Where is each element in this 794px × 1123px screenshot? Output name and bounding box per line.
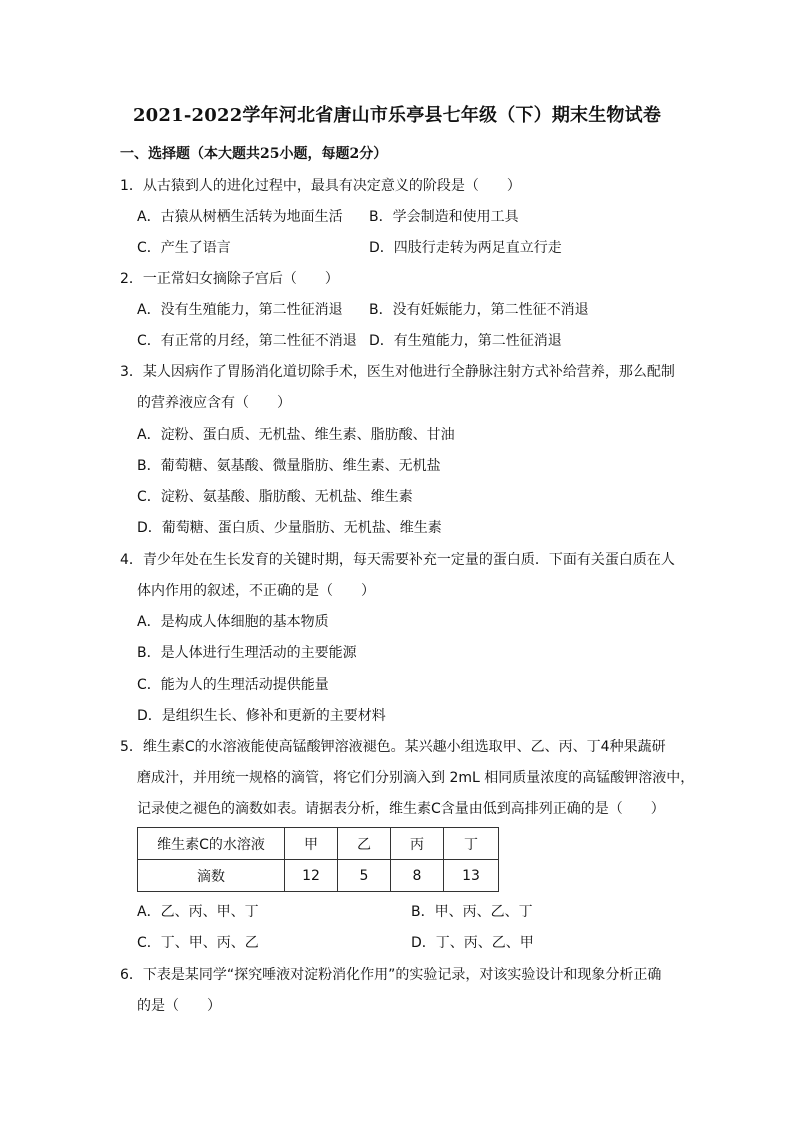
table-header-cell: 丁	[444, 828, 499, 860]
question-3-option-b: B．葡萄糖、氨基酸、微量脂肪、维生素、无机盐	[137, 458, 441, 474]
question-3-option-d: D．葡萄糖、蛋白质、少量脂肪、无机盐、维生素	[137, 520, 442, 536]
question-1-option-d: D．四肢行走转为两足直立行走	[369, 240, 562, 256]
table-cell: 滴数	[138, 860, 285, 892]
question-4-option-d: D．是组织生长、修补和更新的主要材料	[137, 708, 386, 724]
question-5-option-d: D．丁、丙、乙、甲	[411, 935, 534, 951]
question-1-option-c: C．产生了语言	[137, 240, 231, 256]
question-4-option-c: C．能为人的生理活动提供能量	[137, 677, 329, 693]
question-6-stem-line-2: 的是（ ）	[137, 998, 221, 1014]
table-header-row	[138, 828, 499, 860]
table-header-cell: 甲	[285, 828, 338, 860]
table-header-cell: 乙	[338, 828, 391, 860]
question-3-option-a: A．淀粉、蛋白质、无机盐、维生素、脂肪酸、甘油	[137, 427, 455, 443]
question-2-option-a: A．没有生殖能力，第二性征消退	[137, 302, 343, 318]
question-4-stem-line-2: 体内作用的叙述，不正确的是（ ）	[137, 583, 375, 599]
question-6-stem-line-1: 6．下表是某同学“探究唾液对淀粉消化作用”的实验记录，对该实验设计和现象分析正确	[120, 967, 662, 983]
table-cell: 12	[285, 860, 338, 892]
question-2-stem: 2．一正常妇女摘除子宫后（ ）	[120, 271, 339, 287]
table-row	[138, 860, 499, 892]
table-cell: 8	[391, 860, 444, 892]
vitamin-c-drops-table	[137, 827, 499, 892]
question-5-stem-line-1: 5．维生素C的水溶液能使高锰酸钾溶液褪色。某兴趣小组选取甲、乙、丙、丁4种果蔬研	[120, 739, 666, 755]
question-4-option-a: A．是构成人体细胞的基本物质	[137, 614, 329, 630]
question-5-stem-line-3: 记录使之褪色的滴数如表。请据表分析，维生素C含量由低到高排列正确的是（ ）	[137, 801, 665, 817]
exam-title: 2021-2022学年河北省唐山市乐亭县七年级（下）期末生物试卷	[132, 105, 662, 126]
question-4-option-b: B．是人体进行生理活动的主要能源	[137, 645, 357, 661]
question-5-stem-line-2: 磨成汁，并用统一规格的滴管，将它们分别滴入到 2mL 相同质量浓度的高锰酸钾溶液中，	[137, 770, 695, 786]
question-5-option-a: A．乙、丙、甲、丁	[137, 904, 259, 920]
question-5-option-c: C．丁、甲、丙、乙	[137, 935, 259, 951]
question-3-stem-line-1: 3．某人因病作了胃肠消化道切除手术，医生对他进行全静脉注射方式补给营养，那么配制	[120, 364, 675, 380]
table-header-cell: 丙	[391, 828, 444, 860]
table-header-cell: 维生素C的水溶液	[138, 828, 285, 860]
section-heading: 一、选择题（本大题共25小题，每题2分）	[120, 146, 388, 162]
question-1-option-a: A．古猿从树栖生活转为地面生活	[137, 209, 343, 225]
question-1-stem: 1．从古猿到人的进化过程中，最具有决定意义的阶段是（ ）	[120, 178, 521, 194]
question-2-option-d: D．有生殖能力，第二性征消退	[369, 333, 562, 349]
question-1-option-b: B．学会制造和使用工具	[369, 209, 519, 225]
question-2-option-c: C．有正常的月经，第二性征不消退	[137, 333, 357, 349]
question-3-option-c: C．淀粉、氨基酸、脂肪酸、无机盐、维生素	[137, 489, 413, 505]
question-5-option-b: B．甲、丙、乙、丁	[411, 904, 533, 920]
question-2-option-b: B．没有妊娠能力，第二性征不消退	[369, 302, 589, 318]
table-cell: 13	[444, 860, 499, 892]
table-cell: 5	[338, 860, 391, 892]
question-4-stem-line-1: 4．青少年处在生长发育的关键时期，每天需要补充一定量的蛋白质．下面有关蛋白质在人	[120, 552, 675, 568]
question-3-stem-line-2: 的营养液应含有（ ）	[137, 395, 291, 411]
